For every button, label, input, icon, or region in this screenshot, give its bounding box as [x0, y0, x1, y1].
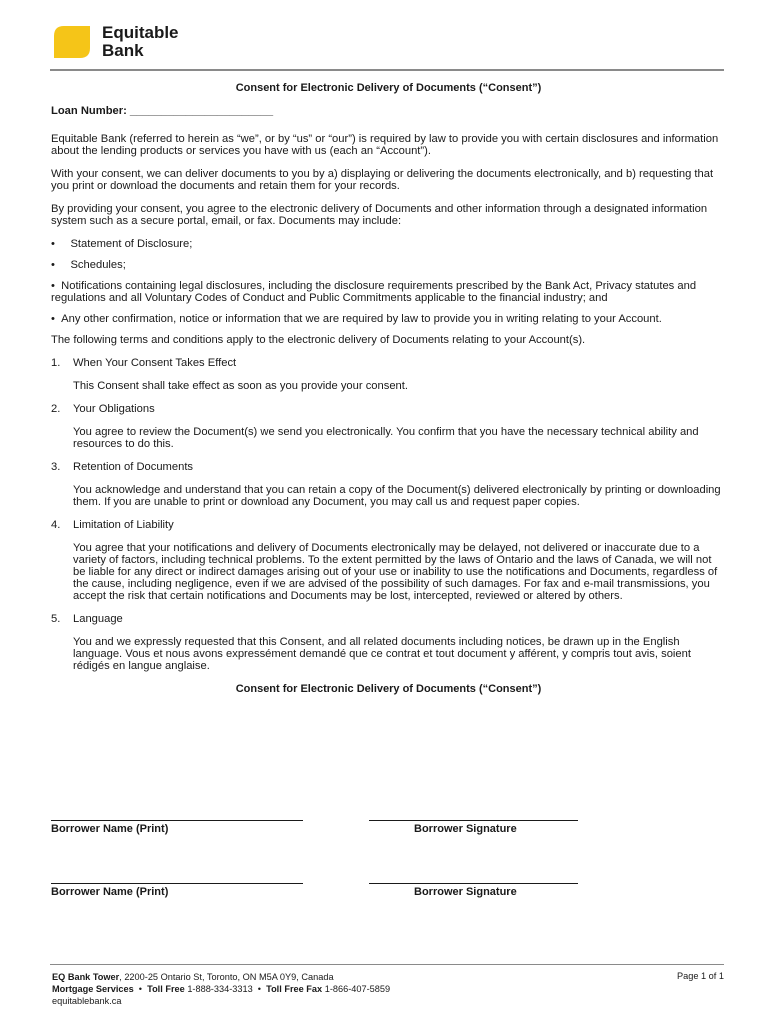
terms-intro: The following terms and conditions apply to the electronic delivery of Documents relating to your Account(s).	[51, 334, 586, 346]
footer-contact: Mortgage Services • Toll Free 1-888-334-3313 • Toll Free Fax 1-866-407-5859	[52, 984, 391, 994]
document-title: Consent for Electronic Delivery of Documents (“Consent”)	[235, 82, 542, 94]
signature-line	[51, 883, 303, 884]
electronic-delivery-paragraph: By providing your consent, you agree to the electronic delivery of Documents and other information through a designated information system such as a secure portal, email, or fax. Documents may include:	[51, 203, 708, 227]
header-divider	[50, 69, 724, 71]
intro-paragraph: Equitable Bank (referred to herein as “we”, or by “us” or “our”) is required by law to provide you with certain disclosures and information about the lending products or services you have with us (each an “Account”).	[51, 133, 719, 157]
signature-line	[369, 883, 578, 884]
page-number: Page 1 of 1	[677, 971, 724, 981]
borrower-signature-label: Borrower Signature	[414, 886, 517, 898]
loan-number-field: Loan Number: _______________________	[51, 105, 274, 117]
section-heading: 4. Limitation of Liability	[51, 519, 174, 531]
equitable-bank-logo	[50, 22, 179, 62]
borrower-signature-label: Borrower Signature	[414, 823, 517, 835]
footer	[52, 971, 390, 1007]
footer-divider	[50, 964, 724, 965]
section-heading: 3. Retention of Documents	[51, 461, 194, 473]
signature-line	[369, 820, 578, 821]
list-item: • Schedules;	[51, 259, 126, 271]
section-heading: 5. Language	[51, 613, 123, 625]
section-body: You acknowledge and understand that you can retain a copy of the Document(s) delivered electronically by printing or downloading them. If you are unable to print or download any Document, you may call us and request paper copies.	[73, 484, 721, 508]
footer-website[interactable]: equitablebank.ca	[52, 996, 122, 1006]
section-heading: 1. When Your Consent Takes Effect	[51, 357, 237, 369]
section-body: This Consent shall take effect as soon as you provide your consent.	[73, 380, 408, 392]
document-body	[51, 82, 726, 695]
list-item: • Statement of Disclosure;	[51, 238, 193, 250]
list-item: • Any other confirmation, notice or information that we are required by law to provide you in writing relating to your Account.	[51, 313, 662, 325]
footer-address: EQ Bank Tower, 2200-25 Ontario St, Toronto, ON M5A 0Y9, Canada	[52, 972, 334, 982]
section-body: You agree to review the Document(s) we send you electronically. You confirm that you have the necessary technical ability and resources to do this.	[73, 426, 699, 450]
logo-mark-icon	[50, 22, 94, 62]
section-body: You agree that your notifications and delivery of Documents electronically may be delayed, not delivered or inaccurate due to a variety of factors, including technical problems. To the extent permitted by the laws of Ontario and the laws of Canada, we will not be liable for any direct or indirect damages arising out of your use or inability to use the notifications and Documents, regardless of the cause, including negligence, even if we are advised of the possibility of such damages. For fax and e-mail transmissions, you accept the risk that certain notifications and Documents may be lost, intercepted, reviewed or altered by others.	[73, 542, 718, 602]
section-heading: 2. Your Obligations	[51, 403, 155, 415]
borrower-name-label: Borrower Name (Print)	[51, 823, 169, 835]
logo-text	[102, 24, 179, 60]
logo-line2: Bank	[102, 41, 144, 60]
consent-paragraph: With your consent, we can deliver documents to you by a) displaying or delivering the documents electronically, and b) requesting that you print or download the documents and retain them for your records.	[51, 168, 714, 192]
signature-line	[51, 820, 303, 821]
borrower-name-label: Borrower Name (Print)	[51, 886, 169, 898]
list-item: • Notifications containing legal disclosures, including the disclosure requirements prescribed by the Bank Act, Privacy statutes and regulations and all Voluntary Codes of Conduct and Public Commitments applicable to the financial industry; and	[51, 280, 697, 304]
document-title-repeat: Consent for Electronic Delivery of Documents (“Consent”)	[235, 683, 542, 695]
logo-line1: Equitable	[102, 23, 179, 42]
section-body: You and we expressly requested that this Consent, and all related documents including notices, be drawn up in the English language. Vous et nous avons expressément demandé que ce contrat et tout document y afférent, y compris tout avis, soient rédigés en langue anglaise.	[73, 636, 691, 672]
